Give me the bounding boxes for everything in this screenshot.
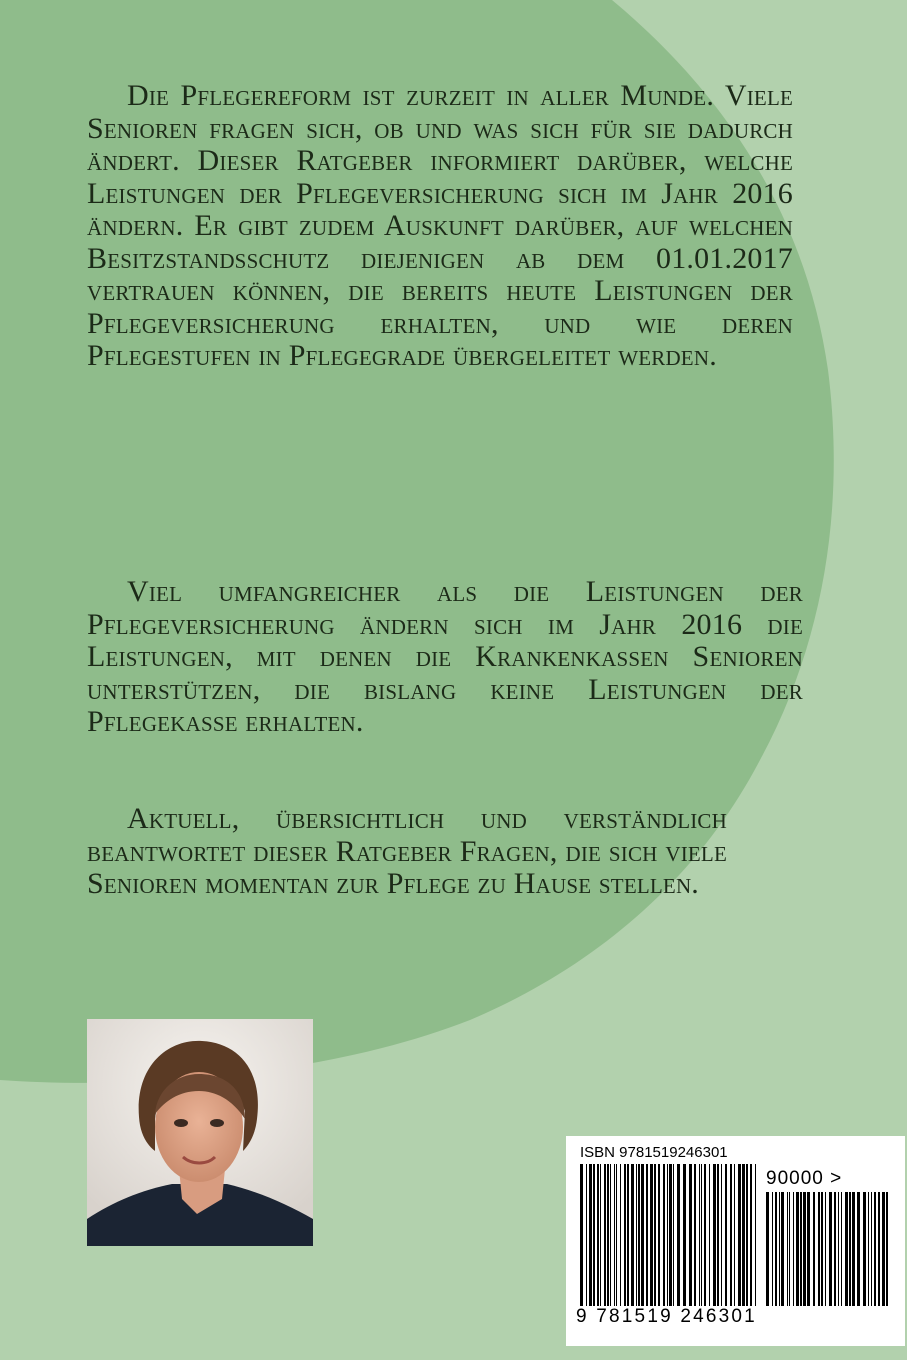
isbn-barcode	[580, 1164, 760, 1306]
description-paragraph-1: Die Pflegereform ist zurzeit in aller Munde. Viele Senioren fragen sich, ob und was sich für sie dadurch ändert. Dieser Ratgeber informiert darüber, welche Leistungen der Pflegeversicherung sich im Jahr 2016 ändern. Er gibt zudem Auskunft darüber, auf welchen Besitzstandsschutz diejenigen ab dem 01.01.2017 vertrauen können, die bereits heute Leistungen der Pflegeversicherung erhalten, und wie deren Pflegestufen in Pflegegrade übergeleitet werden.	[87, 79, 793, 372]
isbn-digits: 9 781519 246301	[576, 1306, 757, 1327]
description-paragraph-2: Viel umfangreicher als die Leistungen der Pflegeversicherung ändern sich im Jahr 2016 die Leistungen, mit denen die Krankenkassen Senioren unterstützen, die bislang keine Leistungen der Pflegekasse erhalten.	[87, 575, 803, 738]
author-photo	[87, 1019, 313, 1246]
isbn-label: ISBN 9781519246301	[580, 1144, 728, 1161]
barcode-label	[566, 1136, 905, 1346]
price-code: 90000 >	[766, 1168, 843, 1189]
addon-barcode	[766, 1192, 891, 1306]
description-paragraph-3: Aktuell, übersichtlich und verständlich beantwortet dieser Ratgeber Fragen, die sich viele Senioren momentan zur Pflege zu Hause stellen.	[87, 802, 727, 900]
